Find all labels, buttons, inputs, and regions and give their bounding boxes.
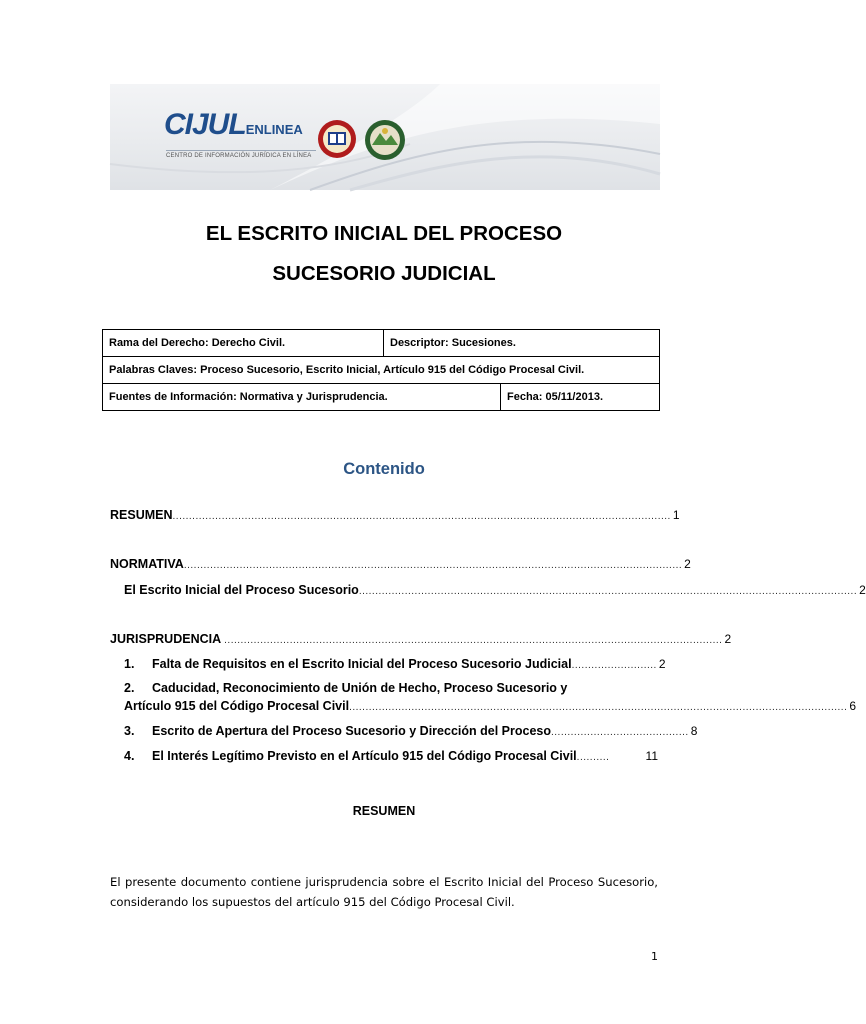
descriptor-cell: Descriptor: Sucesiones. (384, 330, 660, 357)
dot-leader: .......................................... (550, 727, 689, 738)
toc-entry-juris-4[interactable]: 4. El Interés Legítimo Previsto en el Artículo 915 del Código Procesal Civil .......... 11 (124, 748, 658, 766)
toc-page-number: 8 (690, 724, 698, 738)
toc-page-number: 2 (724, 632, 732, 646)
toc-page-number: 2 (684, 557, 691, 571)
header-banner (110, 84, 660, 190)
dot-leader: ........................................................................................................................................................ (183, 560, 683, 571)
item-number: 2. (124, 681, 135, 695)
toc-page-number: 6 (849, 699, 857, 713)
toc-page-number: 11 (645, 749, 658, 763)
sources-cell: Fuentes de Información: Normativa y Jurisprudencia. (103, 384, 501, 411)
document-title-line2: SUCESORIO JUDICIAL (272, 262, 496, 285)
resumen-heading: RESUMEN (352, 804, 416, 818)
toc-page-number: 1 (672, 508, 680, 522)
toc-page-number: 2 (859, 583, 866, 597)
toc-entry-juris-2-line1[interactable]: 2. Caducidad, Reconocimiento de Unión de Hecho, Proceso Sucesorio y (124, 681, 568, 695)
toc-page-number: 2 (658, 657, 666, 671)
metadata-table (102, 329, 660, 411)
dot-leader: ........................................................................................................................................................ (172, 511, 671, 522)
item-number: 1. (124, 657, 135, 671)
dot-leader: .......... (576, 752, 610, 763)
logo-subtitle: CENTRO DE INFORMACIÓN JURÍDICA EN LÍNEA (166, 150, 316, 159)
document-title-line1: EL ESCRITO INICIAL DEL PROCESO (205, 222, 563, 245)
date-cell: Fecha: 05/11/2013. (501, 384, 660, 411)
rama-cell: Rama del Derecho: Derecho Civil. (103, 330, 384, 357)
dot-leader: ........................................................................................................................................................ (358, 586, 858, 597)
item-number: 3. (124, 724, 135, 738)
toc-entry-resumen[interactable]: RESUMEN ........................................................................................................................................................ 1 (110, 507, 658, 525)
resumen-paragraph: El presente documento contiene jurisprudencia sobre el Escrito Inicial del Proceso Sucesorio, considerando los supuestos del artículo 915 del Código Procesal Civil. (110, 875, 658, 909)
law-school-seal-icon (364, 119, 406, 161)
dot-leader: ........................................................................................................................................................ (349, 702, 848, 713)
university-seal-icon (317, 119, 357, 159)
keywords-cell: Palabras Claves: Proceso Sucesorio, Escrito Inicial, Artículo 915 del Código Procesal Civil. (103, 357, 660, 384)
toc-heading: Contenido (343, 460, 425, 478)
toc-entry-juris-1[interactable]: 1. Falta de Requisitos en el Escrito Inicial del Proceso Sucesorio Judicial .......................... 2 (124, 656, 658, 674)
dot-leader: ........................................................................................................................................................ (224, 635, 723, 646)
toc-entry-juris-2-line2[interactable]: Artículo 915 del Código Procesal Civil ........................................................................................................................................................ 6 (124, 698, 658, 716)
toc-entry-normativa-sub[interactable]: El Escrito Inicial del Proceso Sucesorio ........................................................................................................................................................ 2 (124, 582, 658, 600)
page-number: 1 (651, 950, 658, 963)
item-number: 4. (124, 749, 135, 763)
toc-entry-jurisprudencia[interactable]: JURISPRUDENCIA ........................................................................................................................................................ 2 (110, 631, 658, 649)
cijul-logo: CIJULENLINEA (164, 108, 303, 141)
dot-leader: .......................... (571, 660, 657, 671)
toc-entry-normativa[interactable]: NORMATIVA ........................................................................................................................................................ 2 (110, 556, 658, 574)
toc-entry-juris-3[interactable]: 3. Escrito de Apertura del Proceso Sucesorio y Dirección del Proceso .......................................... 8 (124, 723, 658, 741)
